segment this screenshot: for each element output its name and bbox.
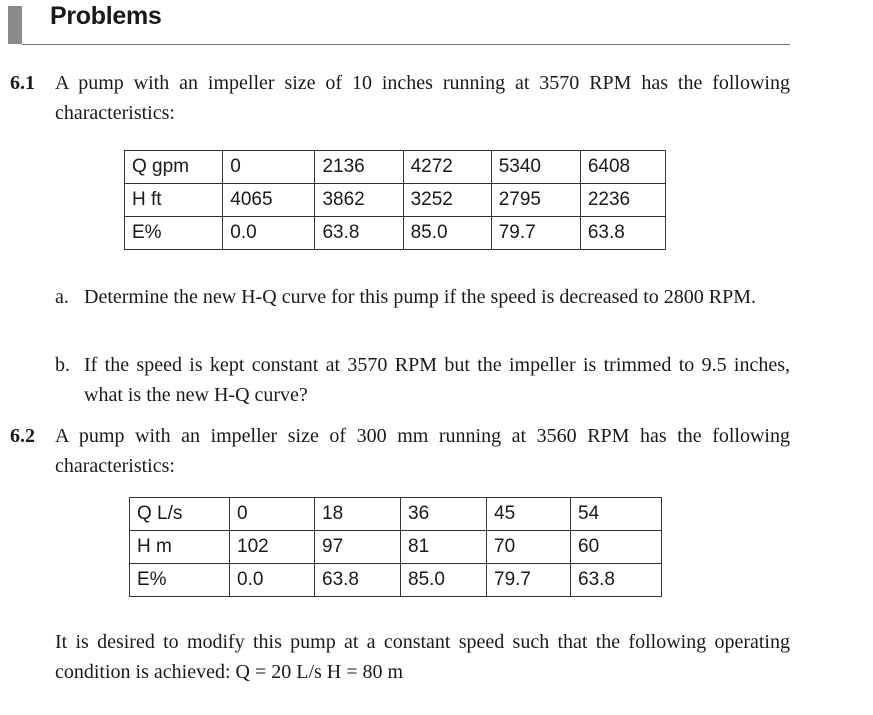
table-cell: 81: [401, 531, 487, 564]
table-cell: 3862: [315, 184, 403, 217]
table-row-label: Q L/s: [130, 498, 230, 531]
table-cell: 63.8: [315, 564, 401, 597]
problem-6-1-part-b-text: If the speed is kept constant at 3570 RPM but the impeller is trimmed to 9.5 inches, what is the new H-Q curve?: [84, 354, 790, 406]
table-cell: 2236: [580, 184, 665, 217]
table-cell: 102: [230, 531, 315, 564]
table-cell: 45: [487, 498, 571, 531]
table-cell: 0.0: [223, 217, 315, 250]
table-cell: 2795: [491, 184, 580, 217]
table-row-label: H m: [130, 531, 230, 564]
table-cell: 5340: [491, 151, 580, 184]
table-row: [125, 217, 666, 250]
problem-6-1-number: 6.1: [10, 72, 35, 94]
problem-6-2-closing-text: It is desired to modify this pump at a constant speed such that the following operating condition is achieved: Q = 20 L/s H = 80 m: [55, 631, 790, 683]
table-cell: 79.7: [491, 217, 580, 250]
problem-6-2-text: A pump with an impeller size of 300 mm running at 3560 RPM has the following characteristics:: [55, 425, 790, 477]
table-row: [130, 498, 662, 531]
table-row: [125, 151, 666, 184]
header-divider: [22, 44, 790, 45]
table-cell: 6408: [580, 151, 665, 184]
table-row-label: E%: [125, 217, 223, 250]
page-title: Problems: [50, 2, 162, 30]
table-cell: 63.8: [580, 217, 665, 250]
table-cell: 54: [571, 498, 662, 531]
header-accent-bar: [8, 6, 22, 44]
table-row: [130, 531, 662, 564]
table-cell: 4065: [223, 184, 315, 217]
problem-6-1-text: A pump with an impeller size of 10 inches running at 3570 RPM has the following characteristics:: [55, 72, 790, 124]
table-cell: 18: [315, 498, 401, 531]
table-cell: 85.0: [401, 564, 487, 597]
table-row: [125, 184, 666, 217]
problem-6-1-part-a-text: Determine the new H-Q curve for this pump if the speed is decreased to 2800 RPM.: [84, 286, 757, 308]
problem-6-2-table: [129, 497, 662, 597]
table-cell: 63.8: [315, 217, 403, 250]
table-row: [130, 564, 662, 597]
problem-6-2-number: 6.2: [10, 425, 35, 447]
table-cell: 0: [230, 498, 315, 531]
table-cell: 4272: [403, 151, 491, 184]
table-cell: 36: [401, 498, 487, 531]
table-cell: 79.7: [487, 564, 571, 597]
table-cell: 60: [571, 531, 662, 564]
problem-6-1-part-a-label: a.: [55, 286, 69, 308]
table-cell: 70: [487, 531, 571, 564]
table-cell: 0.0: [230, 564, 315, 597]
table-row-label: E%: [130, 564, 230, 597]
table-cell: 3252: [403, 184, 491, 217]
table-cell: 2136: [315, 151, 403, 184]
table-row-label: Q gpm: [125, 151, 223, 184]
problem-6-1-part-b-label: b.: [55, 354, 70, 376]
table-cell: 85.0: [403, 217, 491, 250]
table-cell: 63.8: [571, 564, 662, 597]
problem-6-1-table: [124, 150, 666, 250]
table-row-label: H ft: [125, 184, 223, 217]
table-cell: 0: [223, 151, 315, 184]
table-cell: 97: [315, 531, 401, 564]
